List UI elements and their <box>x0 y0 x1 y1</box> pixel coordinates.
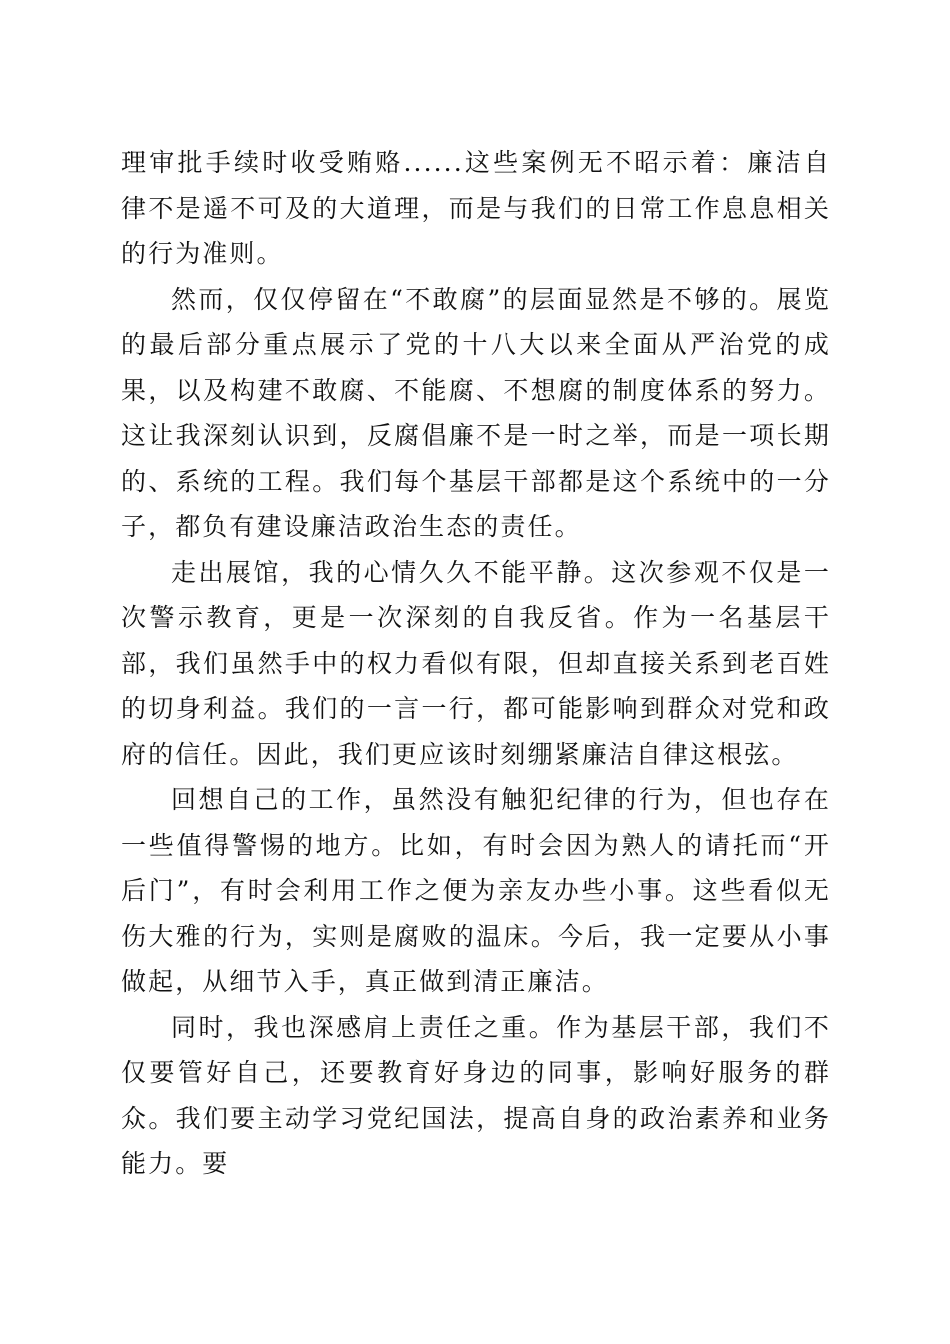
paragraph: 同时，我也深感肩上责任之重。作为基层干部，我们不仅要管好自己，还要教育好身边的同事，影响好服务的群众。我们要主动学习党纪国法，提高自身的政治素养和业务能力。要 <box>121 1012 831 1178</box>
paragraph: 回想自己的工作，虽然没有触犯纪律的行为，但也存在一些值得警惕的地方。比如，有时会因为熟人的请托而“开后门”，有时会利用工作之便为亲友办些小事。这些看似无伤大雅的行为，实则是腐败的温床。今后，我一定要从小事做起，从细节入手，真正做到清正廉洁。 <box>121 785 831 996</box>
paragraph: 走出展馆，我的心情久久不能平静。这次参观不仅是一次警示教育，更是一次深刻的自我反省。作为一名基层干部，我们虽然手中的权力看似有限，但却直接关系到老百姓的切身利益。我们的一言一行，都可能影响到群众对党和政府的信任。因此，我们更应该时刻绷紧廉洁自律这根弦。 <box>121 557 831 769</box>
paragraph: 然而，仅仅停留在“不敢腐”的层面显然是不够的。展览的最后部分重点展示了党的十八大以来全面从严治党的成果，以及构建不敢腐、不能腐、不想腐的制度体系的努力。这让我深刻认识到，反腐倡廉不是一时之举，而是一项长期的、系统的工程。我们每个基层干部都是这个系统中的一分子，都负有建设廉洁政治生态的责任。 <box>121 284 831 541</box>
document-body <box>121 140 831 1187</box>
paragraph-continuation: 理审批手续时收受贿赂......这些案例无不昭示着：廉洁自律不是遥不可及的大道理，而是与我们的日常工作息息相关的行为准则。 <box>121 148 831 268</box>
